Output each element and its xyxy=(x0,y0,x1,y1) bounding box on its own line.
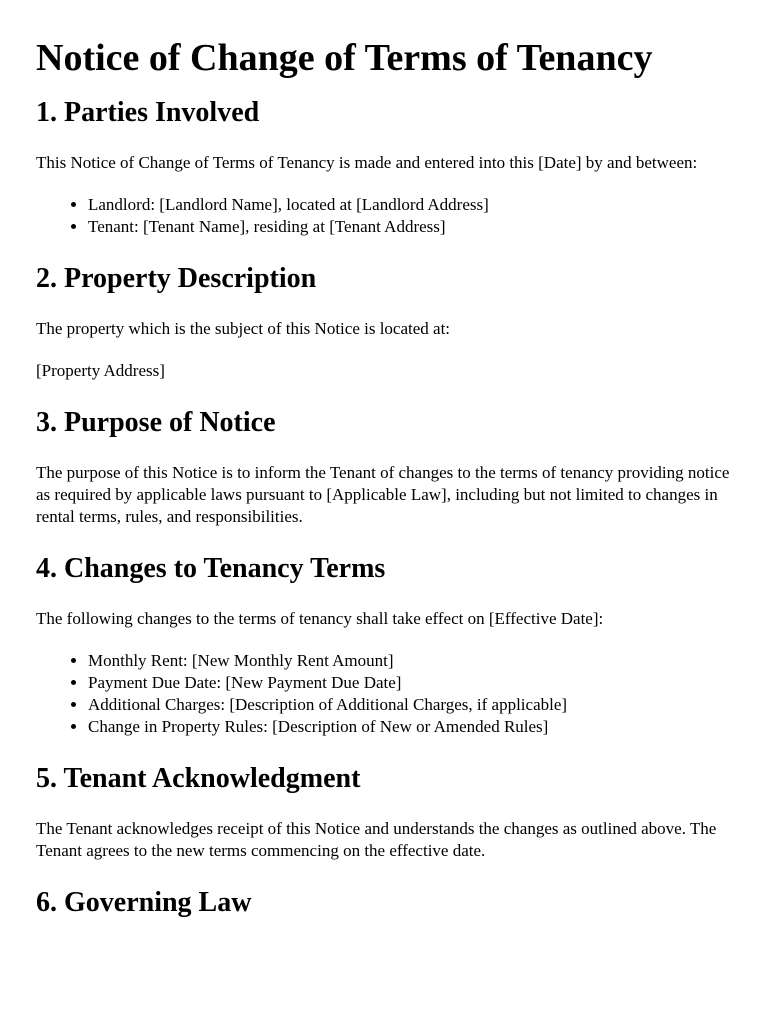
section-heading-purpose: 3. Purpose of Notice xyxy=(36,407,276,438)
section-heading-acknowledgment: 5. Tenant Acknowledgment xyxy=(36,763,361,794)
section-paragraph: The purpose of this Notice is to inform the Tenant of changes to the terms of tenancy providing notice as required by applicable laws pursuant to [Applicable Law], including but not limited to changes in rental terms, rules, and responsibilities. xyxy=(36,463,730,526)
section-heading-property: 2. Property Description xyxy=(36,263,317,294)
list-item: • Additional Charges: [Description of Additional Charges, if applicable] xyxy=(88,694,734,716)
section-heading-parties: 1. Parties Involved xyxy=(36,97,260,128)
section-paragraph: The following changes to the terms of tenancy shall take effect on [Effective Date]: xyxy=(36,609,604,628)
list-item: • Tenant: [Tenant Name], residing at [Tenant Address] xyxy=(88,216,734,238)
parties-list xyxy=(36,194,734,238)
list-item: • Monthly Rent: [New Monthly Rent Amount] xyxy=(88,650,734,672)
section-paragraph: The Tenant acknowledges receipt of this Notice and understands the changes as outlined above. The Tenant agrees to the new terms commencing on the effective date. xyxy=(36,819,717,860)
list-item: • Change in Property Rules: [Description of New or Amended Rules] xyxy=(88,716,734,738)
section-paragraph: The property which is the subject of this Notice is located at: xyxy=(36,319,451,338)
changes-list xyxy=(36,650,734,738)
section-heading-changes: 4. Changes to Tenancy Terms xyxy=(36,553,386,584)
section-paragraph: [Property Address] xyxy=(36,361,165,380)
document-title: Notice of Change of Terms of Tenancy xyxy=(36,37,653,79)
section-heading-governing-law: 6. Governing Law xyxy=(36,887,252,918)
list-item: • Landlord: [Landlord Name], located at [Landlord Address] xyxy=(88,194,734,216)
list-item: • Payment Due Date: [New Payment Due Date] xyxy=(88,672,734,694)
section-paragraph: This Notice of Change of Terms of Tenancy is made and entered into this [Date] by and between: xyxy=(36,153,698,172)
